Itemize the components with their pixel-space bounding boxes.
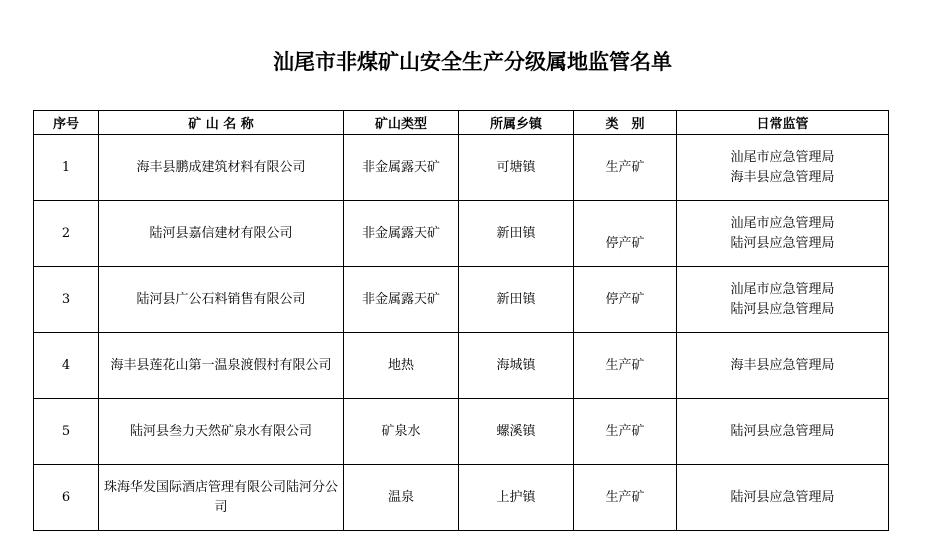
table-row	[34, 135, 889, 201]
cell-township: 海城镇	[459, 333, 574, 399]
cell-mine-type: 非金属露天矿	[344, 135, 459, 201]
cell-mine-name: 海丰县鹏成建筑材料有限公司	[99, 135, 344, 201]
supervision-agency: 汕尾市应急管理局	[730, 281, 835, 297]
supervision-agency: 海丰县应急管理局	[730, 169, 835, 185]
cell-serial-number: 5	[34, 399, 99, 465]
header-township: 所属乡镇	[459, 111, 574, 135]
supervision-agency: 陆河县应急管理局	[730, 235, 835, 251]
cell-category: 停产矿	[574, 267, 677, 333]
cell-category: 生产矿	[574, 399, 677, 465]
header-daily-supervision: 日常监管	[677, 111, 889, 135]
cell-category: 停产矿	[574, 201, 677, 267]
table-row	[34, 333, 889, 399]
table-row	[34, 267, 889, 333]
header-mine-name: 矿 山 名 称	[99, 111, 344, 135]
cell-daily-supervision	[677, 267, 889, 333]
cell-daily-supervision	[677, 201, 889, 267]
cell-mine-name: 珠海华发国际酒店管理有限公司陆河分公司	[99, 465, 344, 531]
supervision-agency: 海丰县应急管理局	[730, 357, 835, 373]
cell-daily-supervision	[677, 135, 889, 201]
supervision-agency: 汕尾市应急管理局	[730, 149, 835, 165]
cell-mine-type: 地热	[344, 333, 459, 399]
cell-mine-type: 矿泉水	[344, 399, 459, 465]
table-header-row	[34, 111, 889, 135]
cell-mine-name: 陆河县嘉信建材有限公司	[99, 201, 344, 267]
cell-mine-name: 陆河县叁力天然矿泉水有限公司	[99, 399, 344, 465]
header-category: 类 别	[574, 111, 677, 135]
header-mine-type: 矿山类型	[344, 111, 459, 135]
header-serial-number: 序号	[34, 111, 99, 135]
supervision-agency: 陆河县应急管理局	[730, 489, 835, 505]
supervision-agency: 汕尾市应急管理局	[730, 215, 835, 231]
cell-daily-supervision	[677, 333, 889, 399]
cell-township: 新田镇	[459, 267, 574, 333]
cell-daily-supervision	[677, 465, 889, 531]
cell-township: 可塘镇	[459, 135, 574, 201]
cell-mine-type: 非金属露天矿	[344, 267, 459, 333]
cell-mine-name: 陆河县广公石料销售有限公司	[99, 267, 344, 333]
supervision-agency: 陆河县应急管理局	[730, 423, 835, 439]
cell-daily-supervision	[677, 399, 889, 465]
table-row	[34, 465, 889, 531]
cell-category: 生产矿	[574, 465, 677, 531]
cell-township: 新田镇	[459, 201, 574, 267]
cell-serial-number: 1	[34, 135, 99, 201]
table-row	[34, 201, 889, 267]
cell-serial-number: 4	[34, 333, 99, 399]
cell-township: 上护镇	[459, 465, 574, 531]
cell-township: 螺溪镇	[459, 399, 574, 465]
cell-serial-number: 6	[34, 465, 99, 531]
supervision-table	[33, 110, 889, 531]
table-row	[34, 399, 889, 465]
cell-serial-number: 2	[34, 201, 99, 267]
cell-mine-type: 非金属露天矿	[344, 201, 459, 267]
cell-category: 生产矿	[574, 333, 677, 399]
cell-category: 生产矿	[574, 135, 677, 201]
cell-mine-type: 温泉	[344, 465, 459, 531]
cell-mine-name: 海丰县莲花山第一温泉渡假村有限公司	[99, 333, 344, 399]
cell-serial-number: 3	[34, 267, 99, 333]
page-title: 汕尾市非煤矿山安全生产分级属地监管名单	[273, 50, 672, 75]
supervision-agency: 陆河县应急管理局	[730, 301, 835, 317]
